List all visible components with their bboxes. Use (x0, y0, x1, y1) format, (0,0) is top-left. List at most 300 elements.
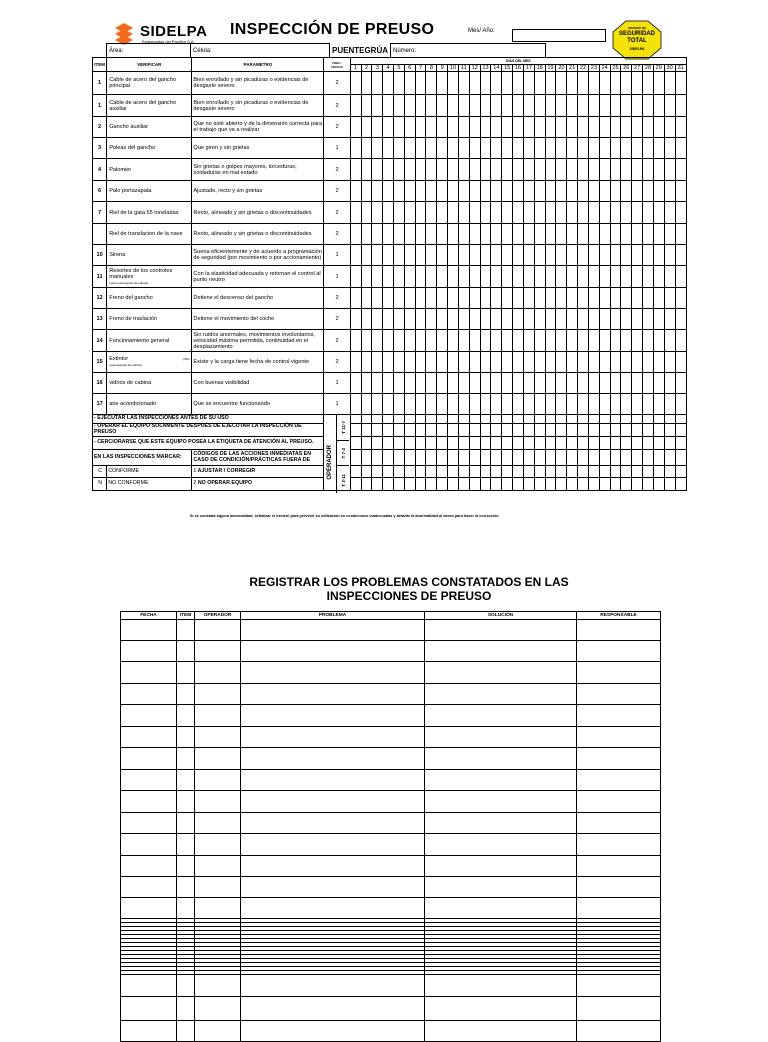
day-check-cell[interactable] (491, 95, 502, 117)
day-check-cell[interactable] (350, 117, 361, 138)
operador-shift-cell[interactable] (404, 450, 415, 466)
day-check-cell[interactable] (567, 352, 578, 373)
day-check-cell[interactable] (372, 245, 383, 266)
day-check-cell[interactable] (480, 202, 491, 224)
operador-shift-cell[interactable] (588, 424, 599, 437)
day-check-cell[interactable] (610, 95, 621, 117)
day-check-cell[interactable] (426, 330, 437, 352)
day-check-cell[interactable] (361, 309, 372, 330)
operador-shift-cell[interactable] (469, 466, 480, 478)
day-check-cell[interactable] (458, 72, 469, 95)
day-check-cell[interactable] (415, 95, 426, 117)
operador-shift-cell[interactable] (534, 466, 545, 478)
day-check-cell[interactable] (578, 72, 589, 95)
day-check-cell[interactable] (383, 224, 394, 245)
day-check-cell[interactable] (437, 138, 448, 159)
operador-shift-cell[interactable] (448, 437, 459, 450)
problems-cell[interactable] (425, 975, 577, 997)
day-check-cell[interactable] (599, 309, 610, 330)
operador-shift-cell[interactable] (643, 450, 654, 466)
day-check-cell[interactable] (502, 95, 513, 117)
day-check-cell[interactable] (383, 330, 394, 352)
day-check-cell[interactable] (415, 72, 426, 95)
operador-shift-cell[interactable] (491, 415, 502, 424)
day-check-cell[interactable] (534, 266, 545, 288)
day-check-cell[interactable] (415, 138, 426, 159)
problems-cell[interactable] (195, 791, 241, 813)
operador-shift-cell[interactable] (567, 415, 578, 424)
operador-shift-cell[interactable] (578, 450, 589, 466)
day-check-cell[interactable] (448, 373, 459, 394)
day-check-cell[interactable] (437, 352, 448, 373)
day-check-cell[interactable] (632, 266, 643, 288)
operador-shift-cell[interactable] (675, 424, 686, 437)
day-check-cell[interactable] (588, 266, 599, 288)
day-check-cell[interactable] (621, 352, 632, 373)
day-check-cell[interactable] (394, 224, 405, 245)
problems-cell[interactable] (195, 748, 241, 770)
operador-shift-cell[interactable] (578, 437, 589, 450)
day-check-cell[interactable] (458, 330, 469, 352)
operador-shift-cell[interactable] (394, 478, 405, 491)
day-check-cell[interactable] (632, 330, 643, 352)
operador-shift-cell[interactable] (545, 478, 556, 491)
operador-shift-cell[interactable] (556, 478, 567, 491)
day-check-cell[interactable] (448, 309, 459, 330)
day-check-cell[interactable] (372, 224, 383, 245)
operador-shift-cell[interactable] (404, 478, 415, 491)
day-check-cell[interactable] (480, 95, 491, 117)
day-check-cell[interactable] (588, 224, 599, 245)
day-check-cell[interactable] (534, 245, 545, 266)
day-check-cell[interactable] (480, 373, 491, 394)
problems-cell[interactable] (121, 975, 177, 997)
problems-cell[interactable] (577, 705, 661, 727)
day-check-cell[interactable] (632, 224, 643, 245)
day-check-cell[interactable] (599, 117, 610, 138)
problems-cell[interactable] (425, 898, 577, 919)
operador-shift-cell[interactable] (588, 450, 599, 466)
day-check-cell[interactable] (653, 95, 664, 117)
day-check-cell[interactable] (502, 373, 513, 394)
day-check-cell[interactable] (350, 202, 361, 224)
operador-shift-cell[interactable] (588, 478, 599, 491)
operador-shift-cell[interactable] (556, 415, 567, 424)
day-check-cell[interactable] (556, 352, 567, 373)
day-check-cell[interactable] (372, 330, 383, 352)
operador-shift-cell[interactable] (415, 450, 426, 466)
day-check-cell[interactable] (513, 288, 524, 309)
day-check-cell[interactable] (578, 288, 589, 309)
day-check-cell[interactable] (513, 352, 524, 373)
operador-shift-cell[interactable] (513, 424, 524, 437)
day-check-cell[interactable] (372, 181, 383, 202)
day-check-cell[interactable] (350, 245, 361, 266)
day-check-cell[interactable] (361, 394, 372, 415)
problems-cell[interactable] (121, 791, 177, 813)
day-check-cell[interactable] (372, 373, 383, 394)
day-check-cell[interactable] (534, 309, 545, 330)
day-check-cell[interactable] (426, 159, 437, 181)
day-check-cell[interactable] (458, 117, 469, 138)
day-check-cell[interactable] (426, 181, 437, 202)
operador-shift-cell[interactable] (480, 466, 491, 478)
operador-shift-cell[interactable] (534, 450, 545, 466)
day-check-cell[interactable] (556, 202, 567, 224)
problems-cell[interactable] (241, 975, 425, 997)
day-check-cell[interactable] (491, 159, 502, 181)
operador-shift-cell[interactable] (469, 478, 480, 491)
problems-cell[interactable] (121, 877, 177, 898)
day-check-cell[interactable] (578, 352, 589, 373)
problems-cell[interactable] (121, 834, 177, 856)
day-check-cell[interactable] (404, 309, 415, 330)
problems-cell[interactable] (241, 770, 425, 791)
day-check-cell[interactable] (675, 245, 686, 266)
day-check-cell[interactable] (502, 352, 513, 373)
problems-cell[interactable] (121, 748, 177, 770)
operador-shift-cell[interactable] (513, 466, 524, 478)
day-check-cell[interactable] (534, 202, 545, 224)
day-check-cell[interactable] (664, 138, 675, 159)
operador-shift-cell[interactable] (415, 437, 426, 450)
day-check-cell[interactable] (480, 224, 491, 245)
day-check-cell[interactable] (534, 224, 545, 245)
day-check-cell[interactable] (599, 202, 610, 224)
operador-shift-cell[interactable] (426, 437, 437, 450)
operador-shift-cell[interactable] (437, 415, 448, 424)
day-check-cell[interactable] (469, 288, 480, 309)
day-check-cell[interactable] (588, 138, 599, 159)
operador-shift-cell[interactable] (653, 466, 664, 478)
day-check-cell[interactable] (632, 202, 643, 224)
operador-shift-cell[interactable] (350, 478, 361, 491)
operador-shift-cell[interactable] (404, 466, 415, 478)
day-check-cell[interactable] (556, 181, 567, 202)
day-check-cell[interactable] (588, 352, 599, 373)
day-check-cell[interactable] (372, 138, 383, 159)
day-check-cell[interactable] (621, 224, 632, 245)
day-check-cell[interactable] (372, 352, 383, 373)
day-check-cell[interactable] (664, 95, 675, 117)
day-check-cell[interactable] (448, 138, 459, 159)
problems-cell[interactable] (195, 813, 241, 834)
day-check-cell[interactable] (502, 309, 513, 330)
day-check-cell[interactable] (480, 117, 491, 138)
day-check-cell[interactable] (523, 138, 534, 159)
day-check-cell[interactable] (491, 224, 502, 245)
operador-shift-cell[interactable] (372, 415, 383, 424)
day-check-cell[interactable] (588, 159, 599, 181)
day-check-cell[interactable] (621, 95, 632, 117)
operador-shift-cell[interactable] (664, 437, 675, 450)
day-check-cell[interactable] (513, 181, 524, 202)
operador-shift-cell[interactable] (448, 424, 459, 437)
day-check-cell[interactable] (513, 266, 524, 288)
operador-shift-cell[interactable] (448, 478, 459, 491)
day-check-cell[interactable] (502, 224, 513, 245)
operador-shift-cell[interactable] (523, 478, 534, 491)
operador-shift-cell[interactable] (458, 466, 469, 478)
day-check-cell[interactable] (588, 72, 599, 95)
operador-shift-cell[interactable] (632, 437, 643, 450)
day-check-cell[interactable] (361, 95, 372, 117)
day-check-cell[interactable] (653, 373, 664, 394)
day-check-cell[interactable] (643, 288, 654, 309)
operador-shift-cell[interactable] (383, 466, 394, 478)
operador-shift-cell[interactable] (394, 424, 405, 437)
operador-shift-cell[interactable] (523, 437, 534, 450)
day-check-cell[interactable] (458, 288, 469, 309)
operador-shift-cell[interactable] (653, 424, 664, 437)
day-check-cell[interactable] (480, 394, 491, 415)
operador-shift-cell[interactable] (643, 415, 654, 424)
operador-shift-cell[interactable] (643, 478, 654, 491)
operador-shift-cell[interactable] (545, 437, 556, 450)
day-check-cell[interactable] (437, 373, 448, 394)
operador-shift-cell[interactable] (383, 450, 394, 466)
operador-shift-cell[interactable] (394, 466, 405, 478)
day-check-cell[interactable] (469, 309, 480, 330)
day-check-cell[interactable] (599, 266, 610, 288)
day-check-cell[interactable] (394, 245, 405, 266)
problems-cell[interactable] (177, 770, 195, 791)
day-check-cell[interactable] (480, 181, 491, 202)
day-check-cell[interactable] (664, 245, 675, 266)
problems-cell[interactable] (121, 641, 177, 662)
problems-cell[interactable] (425, 770, 577, 791)
problems-cell[interactable] (425, 856, 577, 877)
day-check-cell[interactable] (448, 117, 459, 138)
day-check-cell[interactable] (448, 202, 459, 224)
day-check-cell[interactable] (361, 202, 372, 224)
problems-cell[interactable] (425, 877, 577, 898)
problems-cell[interactable] (121, 662, 177, 684)
day-check-cell[interactable] (610, 266, 621, 288)
operador-shift-cell[interactable] (350, 437, 361, 450)
day-check-cell[interactable] (350, 288, 361, 309)
operador-shift-cell[interactable] (426, 424, 437, 437)
day-check-cell[interactable] (523, 245, 534, 266)
day-check-cell[interactable] (502, 159, 513, 181)
operador-shift-cell[interactable] (502, 466, 513, 478)
problems-cell[interactable] (177, 727, 195, 748)
problems-cell[interactable] (241, 705, 425, 727)
day-check-cell[interactable] (556, 309, 567, 330)
operador-shift-cell[interactable] (350, 450, 361, 466)
day-check-cell[interactable] (545, 138, 556, 159)
day-check-cell[interactable] (588, 288, 599, 309)
day-check-cell[interactable] (523, 266, 534, 288)
day-check-cell[interactable] (361, 159, 372, 181)
problems-cell[interactable] (121, 898, 177, 919)
day-check-cell[interactable] (643, 72, 654, 95)
operador-shift-cell[interactable] (502, 450, 513, 466)
operador-shift-cell[interactable] (394, 450, 405, 466)
operador-shift-cell[interactable] (621, 466, 632, 478)
day-check-cell[interactable] (675, 181, 686, 202)
operador-shift-cell[interactable] (437, 478, 448, 491)
day-check-cell[interactable] (523, 72, 534, 95)
day-check-cell[interactable] (394, 138, 405, 159)
problems-cell[interactable] (425, 684, 577, 705)
operador-shift-cell[interactable] (491, 450, 502, 466)
problems-cell[interactable] (241, 877, 425, 898)
day-check-cell[interactable] (653, 138, 664, 159)
day-check-cell[interactable] (502, 245, 513, 266)
problems-cell[interactable] (241, 834, 425, 856)
day-check-cell[interactable] (491, 309, 502, 330)
day-check-cell[interactable] (426, 224, 437, 245)
day-check-cell[interactable] (415, 330, 426, 352)
operador-shift-cell[interactable] (653, 450, 664, 466)
day-check-cell[interactable] (469, 181, 480, 202)
problems-cell[interactable] (177, 620, 195, 641)
day-check-cell[interactable] (426, 138, 437, 159)
day-check-cell[interactable] (675, 288, 686, 309)
day-check-cell[interactable] (491, 352, 502, 373)
operador-shift-cell[interactable] (448, 466, 459, 478)
day-check-cell[interactable] (545, 309, 556, 330)
day-check-cell[interactable] (610, 138, 621, 159)
day-check-cell[interactable] (534, 373, 545, 394)
day-check-cell[interactable] (394, 181, 405, 202)
day-check-cell[interactable] (675, 95, 686, 117)
day-check-cell[interactable] (491, 117, 502, 138)
numero-field[interactable] (391, 44, 546, 58)
day-check-cell[interactable] (480, 266, 491, 288)
day-check-cell[interactable] (415, 309, 426, 330)
day-check-cell[interactable] (632, 72, 643, 95)
operador-shift-cell[interactable] (437, 450, 448, 466)
problems-cell[interactable] (121, 620, 177, 641)
celula-field[interactable] (191, 44, 330, 58)
operador-shift-cell[interactable] (588, 437, 599, 450)
day-check-cell[interactable] (437, 394, 448, 415)
problems-cell[interactable] (195, 877, 241, 898)
problems-cell[interactable] (241, 898, 425, 919)
operador-shift-cell[interactable] (350, 415, 361, 424)
day-check-cell[interactable] (372, 159, 383, 181)
problems-cell[interactable] (195, 975, 241, 997)
day-check-cell[interactable] (567, 224, 578, 245)
problems-cell[interactable] (577, 748, 661, 770)
problems-cell[interactable] (195, 856, 241, 877)
day-check-cell[interactable] (448, 288, 459, 309)
day-check-cell[interactable] (502, 394, 513, 415)
day-check-cell[interactable] (523, 309, 534, 330)
operador-shift-cell[interactable] (621, 415, 632, 424)
day-check-cell[interactable] (394, 288, 405, 309)
day-check-cell[interactable] (394, 159, 405, 181)
day-check-cell[interactable] (632, 245, 643, 266)
problems-cell[interactable] (241, 662, 425, 684)
day-check-cell[interactable] (675, 352, 686, 373)
operador-shift-cell[interactable] (372, 424, 383, 437)
day-check-cell[interactable] (415, 352, 426, 373)
day-check-cell[interactable] (621, 245, 632, 266)
operador-shift-cell[interactable] (599, 450, 610, 466)
day-check-cell[interactable] (383, 245, 394, 266)
operador-shift-cell[interactable] (610, 466, 621, 478)
operador-shift-cell[interactable] (588, 415, 599, 424)
day-check-cell[interactable] (610, 245, 621, 266)
day-check-cell[interactable] (491, 181, 502, 202)
day-check-cell[interactable] (675, 266, 686, 288)
day-check-cell[interactable] (567, 245, 578, 266)
day-check-cell[interactable] (383, 181, 394, 202)
day-check-cell[interactable] (480, 245, 491, 266)
day-check-cell[interactable] (567, 159, 578, 181)
day-check-cell[interactable] (578, 95, 589, 117)
day-check-cell[interactable] (469, 245, 480, 266)
day-check-cell[interactable] (556, 266, 567, 288)
day-check-cell[interactable] (643, 138, 654, 159)
day-check-cell[interactable] (404, 72, 415, 95)
day-check-cell[interactable] (394, 309, 405, 330)
day-check-cell[interactable] (664, 159, 675, 181)
day-check-cell[interactable] (491, 72, 502, 95)
day-check-cell[interactable] (599, 373, 610, 394)
day-check-cell[interactable] (469, 330, 480, 352)
day-check-cell[interactable] (588, 95, 599, 117)
day-check-cell[interactable] (653, 224, 664, 245)
day-check-cell[interactable] (404, 95, 415, 117)
day-check-cell[interactable] (545, 330, 556, 352)
operador-shift-cell[interactable] (675, 437, 686, 450)
day-check-cell[interactable] (610, 288, 621, 309)
day-check-cell[interactable] (502, 72, 513, 95)
day-check-cell[interactable] (448, 330, 459, 352)
day-check-cell[interactable] (437, 245, 448, 266)
day-check-cell[interactable] (621, 373, 632, 394)
operador-shift-cell[interactable] (394, 415, 405, 424)
operador-shift-cell[interactable] (383, 424, 394, 437)
operador-shift-cell[interactable] (361, 478, 372, 491)
day-check-cell[interactable] (643, 309, 654, 330)
operador-shift-cell[interactable] (469, 415, 480, 424)
day-check-cell[interactable] (643, 394, 654, 415)
day-check-cell[interactable] (404, 352, 415, 373)
operador-shift-cell[interactable] (599, 437, 610, 450)
problems-cell[interactable] (177, 791, 195, 813)
operador-shift-cell[interactable] (643, 424, 654, 437)
day-check-cell[interactable] (383, 309, 394, 330)
day-check-cell[interactable] (513, 245, 524, 266)
operador-shift-cell[interactable] (578, 415, 589, 424)
day-check-cell[interactable] (415, 181, 426, 202)
operador-shift-cell[interactable] (513, 437, 524, 450)
operador-shift-cell[interactable] (621, 478, 632, 491)
problems-cell[interactable] (195, 641, 241, 662)
day-check-cell[interactable] (394, 394, 405, 415)
problems-cell[interactable] (425, 997, 577, 1021)
problems-cell[interactable] (177, 834, 195, 856)
day-check-cell[interactable] (653, 181, 664, 202)
operador-shift-cell[interactable] (415, 415, 426, 424)
day-check-cell[interactable] (523, 202, 534, 224)
operador-shift-cell[interactable] (621, 424, 632, 437)
day-check-cell[interactable] (383, 138, 394, 159)
problems-cell[interactable] (577, 662, 661, 684)
operador-shift-cell[interactable] (534, 437, 545, 450)
day-check-cell[interactable] (415, 373, 426, 394)
problems-cell[interactable] (195, 684, 241, 705)
day-check-cell[interactable] (437, 288, 448, 309)
day-check-cell[interactable] (350, 95, 361, 117)
day-check-cell[interactable] (567, 117, 578, 138)
day-check-cell[interactable] (675, 117, 686, 138)
